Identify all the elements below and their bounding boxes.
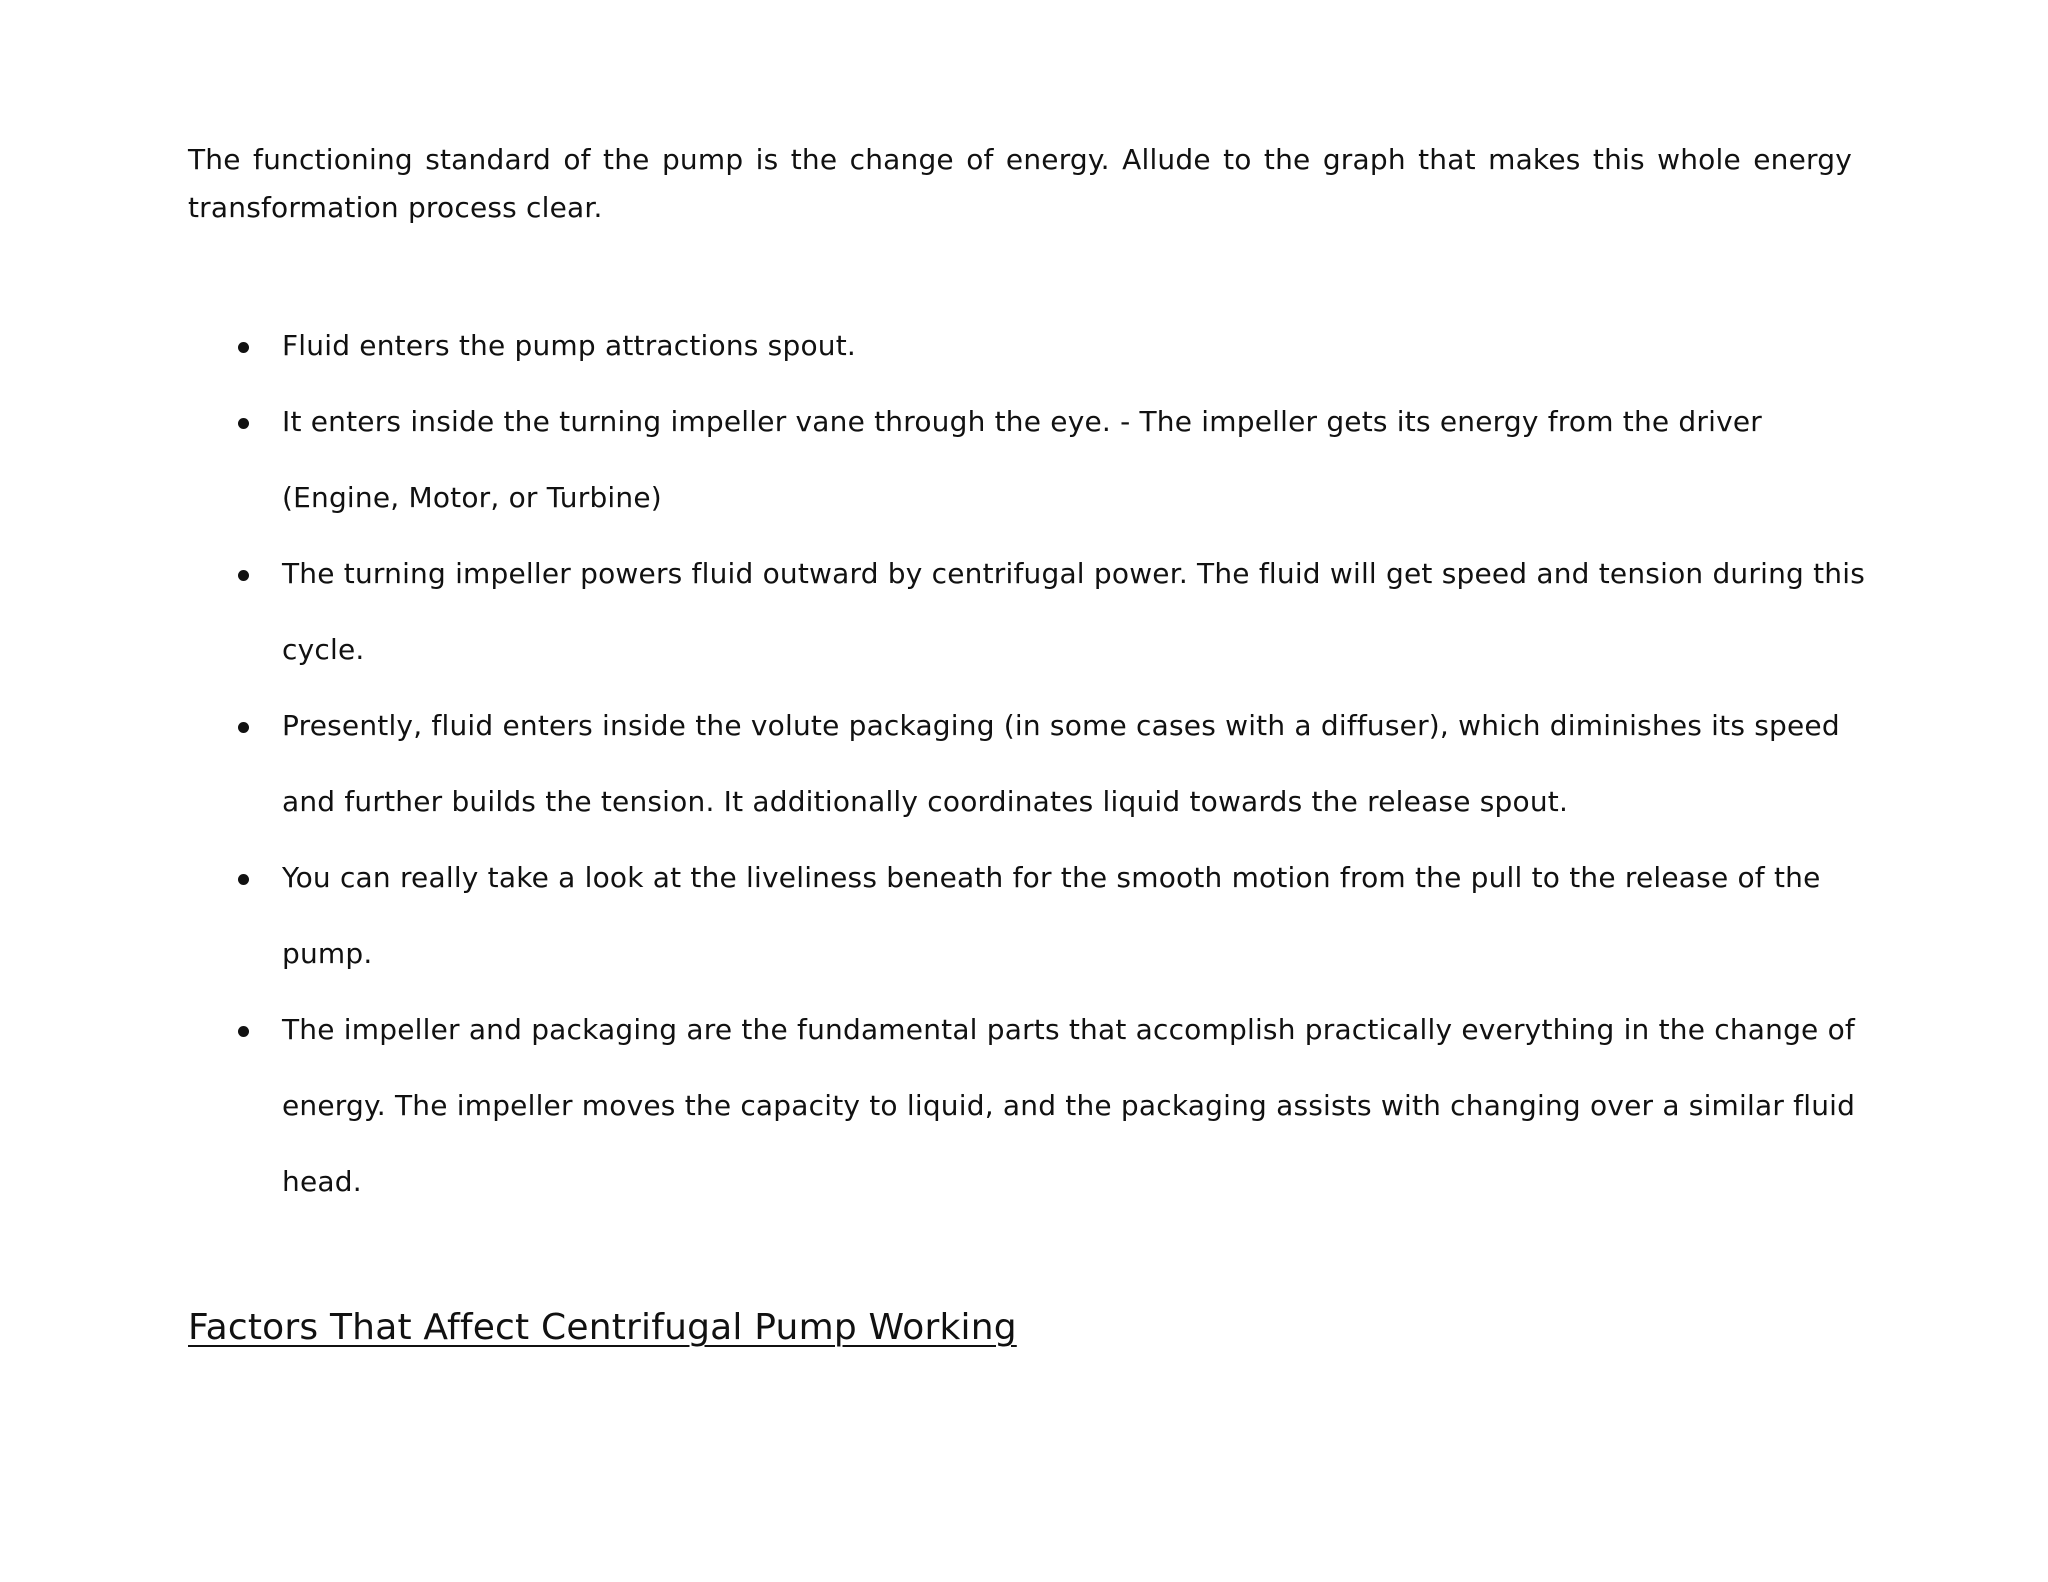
bullet-icon [238,418,249,429]
list-item-text: Fluid enters the pump attractions spout. [282,329,857,362]
list-item [188,308,1868,384]
bullet-icon [238,570,249,581]
list-item-text: You can really take a look at the liveliness beneath for the smooth motion from the pull to the release of the pump. [282,861,1821,970]
list-item [188,840,1868,992]
bullet-icon [238,1026,249,1037]
list-item [188,384,1868,536]
list-item [188,688,1868,840]
intro-paragraph: The functioning standard of the pump is the change of energy. Allude to the graph that makes this whole energy transformation process clear. [188,143,1852,224]
section-heading: Factors That Affect Centrifugal Pump Working [188,1307,1017,1348]
list-item-text: Presently, fluid enters inside the volute packaging (in some cases with a diffuser), which diminishes its speed and further builds the tension. It additionally coordinates liquid towards the release spout. [282,709,1840,818]
list-item-text: It enters inside the turning impeller vane through the eye. - The impeller gets its energy from the driver (Engine, Motor, or Turbine) [282,405,1762,514]
bullet-icon [238,342,249,353]
bullet-icon [238,874,249,885]
list-item [188,536,1868,688]
list-item-text: The impeller and packaging are the fundamental parts that accomplish practically everything in the change of energy. The impeller moves the capacity to liquid, and the packaging assists with changing over a similar fluid head. [282,1013,1856,1198]
bullet-icon [238,722,249,733]
list-item [188,992,1868,1220]
bullet-list [188,308,1868,1220]
list-item-text: The turning impeller powers fluid outward by centrifugal power. The fluid will get speed and tension during this cycle. [282,557,1865,666]
